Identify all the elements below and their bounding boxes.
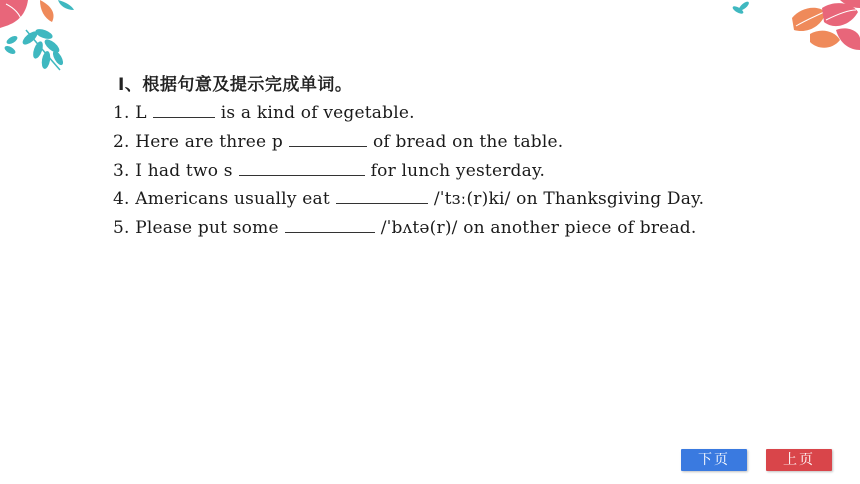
question-3 [113,161,545,181]
question-number: 4. [113,189,130,209]
question-1 [113,103,415,123]
answer-blank[interactable] [336,189,428,204]
question-2 [113,132,563,152]
leaf-decoration-left-icon [0,0,140,80]
question-number: 2. [113,132,130,152]
question-prefix: Americans usually eat [135,189,330,209]
question-suffix: for lunch yesterday. [370,161,546,181]
section-title: Ⅰ、根据句意及提示完成单词。 [118,75,353,95]
question-prefix: Please put some [135,218,279,238]
answer-blank[interactable] [153,103,215,118]
question-5 [113,218,696,238]
answer-blank[interactable] [285,218,375,233]
question-number: 5. [113,218,130,238]
previous-page-button[interactable]: 上页 [766,449,832,471]
next-page-button[interactable]: 下页 [681,449,747,471]
question-prefix: Here are three p [135,132,283,152]
question-suffix: of bread on the table. [372,132,564,152]
question-number: 1. [113,103,130,123]
leaf-decoration-right-icon [730,0,860,60]
question-suffix: is a kind of vegetable. [220,103,415,123]
answer-blank[interactable] [239,161,365,176]
question-prefix: I had two s [135,161,233,181]
question-prefix: L [135,103,147,123]
question-suffix: /ˈbʌtə(r)/ on another piece of bread. [380,218,697,238]
question-number: 3. [113,161,130,181]
question-4 [113,189,704,209]
question-suffix: /ˈtɜː(r)ki/ on Thanksgiving Day. [433,189,705,209]
answer-blank[interactable] [289,132,367,147]
